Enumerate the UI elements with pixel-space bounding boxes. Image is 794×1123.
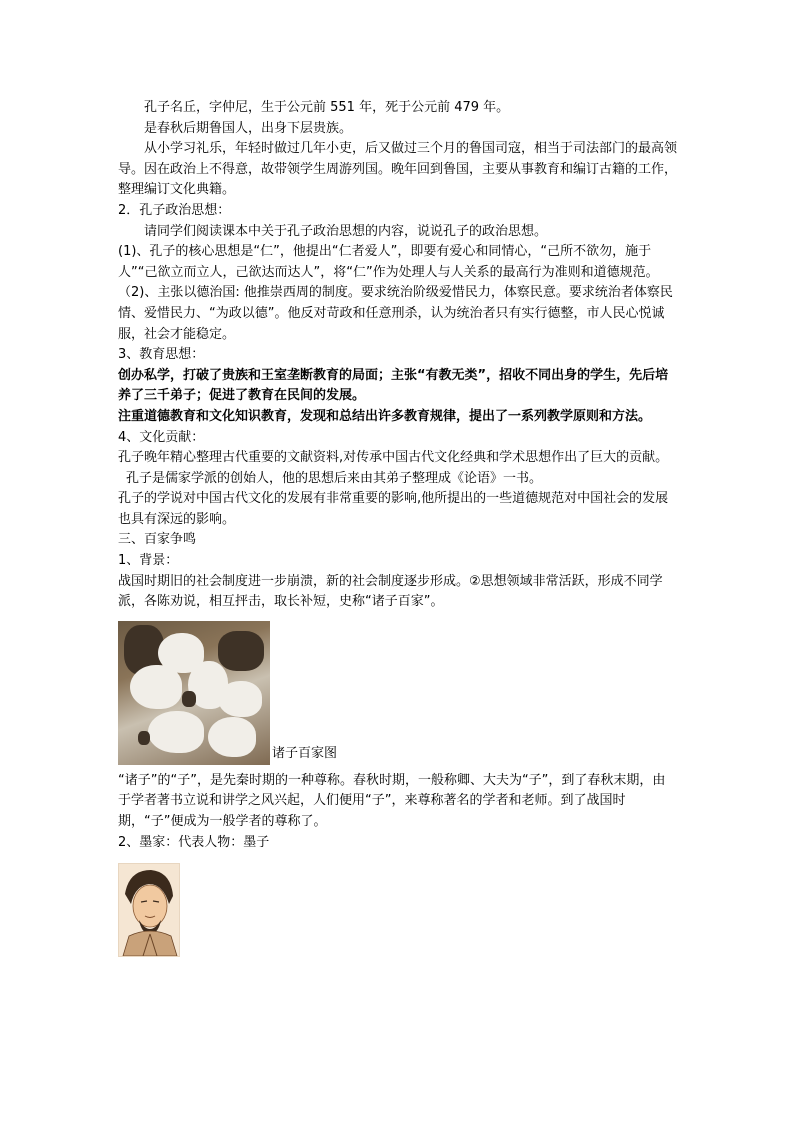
paragraph-analects: 孔子是儒家学派的创始人，他的思想后来由其弟子整理成《论语》一书。	[126, 470, 543, 486]
paragraph-confucius-origin: 是春秋后期鲁国人，出身下层贵族。	[144, 120, 353, 136]
heading-cultural-contribution: 4、文化贡献：	[118, 429, 205, 445]
heading-political-thought: 2．孔子政治思想：	[118, 202, 231, 218]
paragraph-confucius-career: 从小学习礼乐，年轻时做过几年小吏，后又做过三个月的鲁国司寇，相当于司法部门的最高领导。因在政治上不得意，故带领学生周游列国。晚年回到鲁国，主要从事教育和编订古籍的工作，整理编订文化典籍。	[118, 141, 678, 198]
paragraph-moral-education: 注重道德教育和文化知识教育，发现和总结出许多教育规律，提出了一系列教学原则和方法。	[118, 408, 652, 424]
heading-mohism: 2、墨家：代表人物：墨子	[118, 834, 270, 850]
paragraph-documents: 孔子晚年精心整理古代重要的文献资料,对传承中国古代文化经典和学术思想作出了巨大的贡献。	[118, 450, 669, 466]
mozi-portrait	[118, 863, 180, 957]
paragraph-rule-by-virtue: （2)、主张以德治国: 他推崇西周的制度。要求统治阶级爱惜民力，体察民意。要求统治者体察民情、爱惜民力、“为政以德”。他反对苛政和任意刑杀，认为统治者只有实行德整，市人民心悦诚服，社会才能稳定。	[118, 285, 673, 342]
paragraph-reading-task: 请同学们阅读课本中关于孔子政治思想的内容，说说孔子的政治思想。	[144, 223, 548, 239]
paragraph-influence: 孔子的学说对中国古代文化的发展有非常重要的影响,他所提出的一些道德规范对中国社会的发展也具有深远的影响。	[118, 491, 669, 527]
figure-hundred-schools	[118, 621, 678, 765]
figure-caption: 诸子百家图	[272, 746, 338, 762]
paragraph-confucius-name: 孔子名丘，字仲尼，生于公元前 551 年，死于公元前 479 年。	[144, 100, 510, 115]
mozi-portrait-illustration	[119, 864, 179, 956]
heading-hundred-schools: 三、百家争鸣	[118, 532, 197, 548]
paragraph-ren: (1)、孔子的核心思想是“仁”，他提出“仁者爱人”，即要有爱心和同情心，“己所不欲勿，施于人”“己欲立而立人，己欲达而达人”，将“仁”作为处理人与人关系的最高行为准则和道德规范。	[118, 244, 659, 280]
heading-education-thought: 3、教育思想：	[118, 347, 205, 363]
paragraph-zi-meaning: “诸子”的“子”，是先秦时期的一种尊称。春秋时期，一般称卿、大夫为“子”，到了春秋末期，由于学者著书立说和讲学之风兴起，人们便用“子”，来尊称著名的学者和老师。到了战国时期，“子”便成为一般学者的尊称了。	[118, 772, 666, 830]
hundred-schools-painting	[118, 621, 270, 765]
paragraph-warring-states: 战国时期旧的社会制度进一步崩溃，新的社会制度逐步形成。②思想领域非常活跃，形成不同学派，各陈劝说，相互抨击，取长补短，史称“诸子百家”。	[118, 573, 663, 610]
heading-background: 1、背景：	[118, 553, 179, 569]
document-body	[118, 98, 678, 957]
paragraph-private-school: 创办私学，打破了贵族和王室垄断教育的局面；主张“有教无类”，招收不同出身的学生，先后培养了三千弟子；促进了教育在民间的发展。	[118, 367, 669, 404]
